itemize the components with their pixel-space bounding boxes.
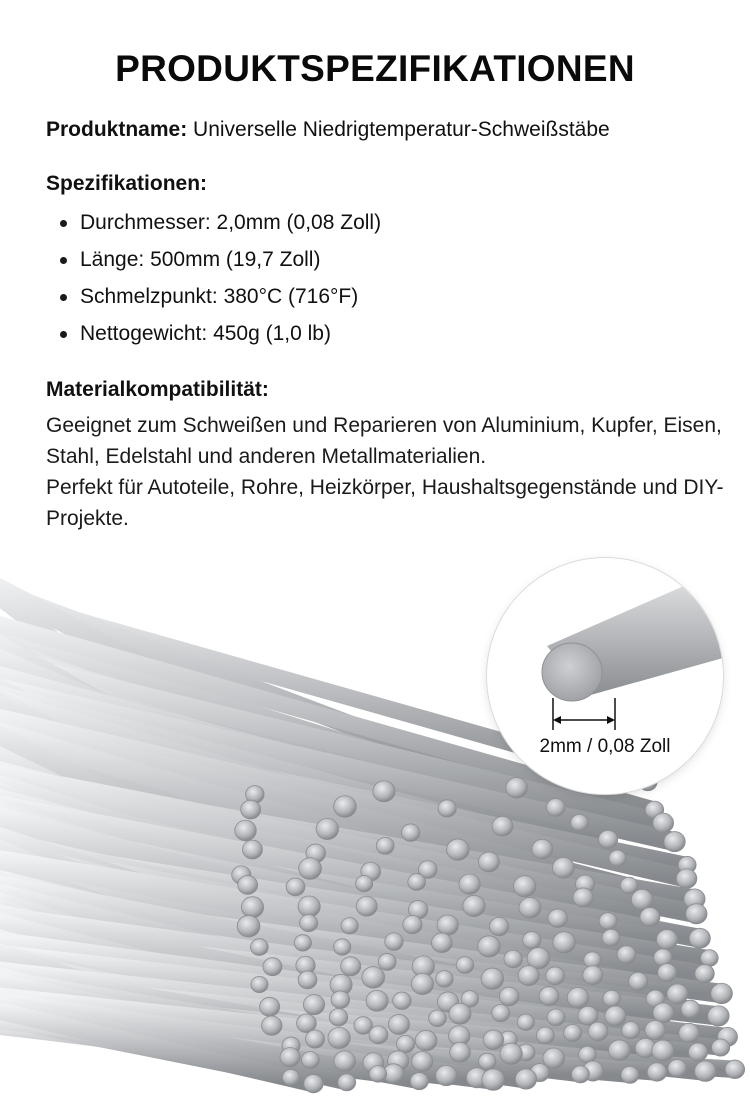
rod-end [664, 832, 685, 852]
rod-end [478, 852, 499, 872]
rod-end [298, 896, 320, 917]
rod-end [621, 1066, 639, 1083]
rod-end [238, 876, 258, 895]
rod-end [708, 1006, 729, 1026]
rod-end [547, 1009, 565, 1026]
rod-end [436, 1065, 457, 1085]
rod-end [299, 858, 322, 880]
rod-end [536, 1027, 554, 1044]
rod-end [388, 1014, 409, 1034]
rod-end [653, 1003, 674, 1023]
rod-end [579, 1046, 597, 1063]
rod-end [331, 991, 350, 1009]
rod-end [459, 874, 480, 894]
rod-end [415, 1030, 437, 1051]
rod-end [483, 1030, 503, 1049]
rod-end [298, 971, 317, 989]
rod-end [686, 904, 707, 924]
rod-end [378, 953, 396, 970]
rod-end [385, 933, 403, 950]
rod-end [500, 1043, 522, 1064]
rod-end [599, 913, 617, 930]
diameter-inset [487, 558, 723, 794]
rod-end [334, 1051, 356, 1071]
rod-end [553, 932, 576, 953]
rod-end [688, 1043, 707, 1061]
rod-end [546, 799, 565, 817]
rod-closeup-icon [487, 558, 723, 794]
material-heading: Materialkompatibilität: [46, 378, 269, 401]
rod-end [334, 796, 357, 817]
rod-end [622, 1022, 640, 1039]
rod-end [280, 1048, 300, 1067]
rod-end [668, 1059, 687, 1077]
rod-end [609, 850, 626, 866]
rod-end [695, 1061, 717, 1081]
rod-end [447, 839, 470, 860]
rod-end [410, 1073, 428, 1090]
spec-net-weight: Nettogewicht: 450g (1,0 lb) [46, 315, 381, 352]
rod-end [408, 874, 426, 891]
rod-end [652, 1040, 674, 1061]
rod-end [235, 820, 257, 840]
rod-end [334, 939, 351, 955]
rod-end [437, 915, 458, 935]
rod-end [571, 814, 589, 831]
rod-end [602, 929, 620, 946]
rod-end [489, 917, 508, 935]
rod-end [482, 1069, 505, 1090]
rod-end [513, 876, 535, 897]
rod-end [438, 800, 456, 817]
rod-end [304, 1074, 323, 1092]
specs-heading: Spezifikationen: [46, 172, 208, 195]
rod-end [301, 1052, 319, 1069]
product-name-value: Universelle Niedrigtemperatur-Schweißstäbe [187, 118, 610, 141]
rod-end [393, 992, 411, 1009]
rod-end [588, 1022, 608, 1041]
rod-end [518, 966, 539, 986]
rod-end [499, 987, 519, 1006]
rod-end [567, 987, 589, 1007]
rod-end [519, 897, 541, 918]
spec-melting-point: Schmelzpunkt: 380°C (716°F) [46, 278, 381, 315]
rod-end [504, 950, 522, 968]
rod-end [478, 936, 500, 957]
rod-end [571, 1066, 589, 1083]
rod-end [237, 915, 260, 937]
material-text [46, 410, 736, 534]
rod-end [629, 972, 648, 990]
rod-end [667, 984, 688, 1004]
rod-end [546, 967, 565, 985]
material-paragraph-1: Geeignet zum Schweißen und Reparieren von Aluminium, Kupfer, Eisen, Stahl, Edelstahl und anderen Metallmaterialien. [46, 414, 722, 468]
rod-end [479, 1053, 496, 1070]
product-name-label: Produktname: [46, 118, 188, 141]
rod-end [411, 973, 433, 994]
rod-end [481, 968, 504, 989]
rod-end [305, 1030, 324, 1048]
rod-end [492, 1004, 510, 1021]
rod-end [241, 800, 261, 819]
rod-end [701, 950, 719, 967]
rod-end [539, 987, 559, 1006]
rod-end [711, 983, 733, 1003]
rod-end [656, 930, 677, 950]
rod-end [294, 935, 311, 951]
rod-end [653, 813, 674, 833]
rod-end [608, 1040, 630, 1061]
rod-end [251, 939, 269, 956]
rod-end [303, 995, 324, 1015]
rod-end [369, 1066, 386, 1083]
rod-end [241, 897, 263, 918]
rod-end [328, 1027, 350, 1048]
rod-end [725, 1060, 745, 1078]
rod-end [436, 971, 453, 988]
rod-end [564, 1024, 582, 1041]
rod-end [251, 976, 268, 992]
rod-end [603, 990, 621, 1007]
rod-end [679, 1023, 700, 1042]
rod-end [658, 964, 677, 982]
rod-end [362, 967, 385, 989]
rod-end [645, 1020, 665, 1039]
diameter-label: 2mm / 0,08 Zoll [539, 736, 671, 757]
page-title: PRODUKTSPEZIFIKATIONEN [115, 48, 635, 89]
rod-end [676, 869, 697, 888]
rod-end [243, 840, 263, 859]
rod-end [681, 1000, 700, 1018]
rod-end [431, 933, 452, 953]
rod-end [573, 888, 593, 907]
rod-end [552, 857, 574, 878]
material-paragraph-2: Perfekt für Autoteile, Rohre, Heizkörper, Haushaltsgegenstände und DIY-Projekte. [46, 476, 724, 530]
rod-end [506, 778, 528, 798]
rod-end [338, 1074, 356, 1091]
rod-end [366, 990, 388, 1011]
rod-end [316, 818, 338, 839]
spec-diameter: Durchmesser: 2,0mm (0,08 Zoll) [46, 204, 381, 241]
rod-end [548, 909, 567, 927]
rod-end [712, 1039, 730, 1056]
rod-end [401, 824, 419, 841]
rod-end [356, 896, 377, 916]
rod-end [369, 1026, 388, 1044]
rod-end [647, 1063, 666, 1081]
rod-end [463, 895, 485, 916]
spec-length: Länge: 500mm (19,7 Zoll) [46, 241, 381, 278]
rod-end [523, 932, 541, 949]
rod-end [492, 816, 513, 836]
rod-end [262, 1016, 282, 1035]
rod-end [640, 908, 660, 927]
rod-end [450, 1042, 471, 1062]
rod-end [449, 1003, 471, 1024]
rod-end [599, 830, 618, 848]
specs-list [46, 204, 381, 352]
rod-end [260, 997, 280, 1016]
rod-end [689, 928, 710, 948]
rod-end [286, 878, 305, 896]
rod-end [429, 1010, 447, 1027]
rod-end [532, 839, 553, 859]
rod-end [605, 1006, 626, 1026]
rod-end [341, 918, 358, 934]
rod-end [300, 914, 318, 931]
rod-end [695, 964, 714, 982]
rod-end [517, 1014, 534, 1030]
rod-end [412, 1052, 433, 1072]
rod-end [341, 957, 361, 976]
rod-end [617, 946, 636, 964]
rod-end [631, 889, 653, 909]
rod-end [373, 781, 395, 802]
rod-end [356, 875, 373, 891]
rod-end [376, 837, 394, 854]
rod-end [263, 958, 282, 976]
rod-end [403, 915, 422, 933]
rod-end [583, 966, 603, 985]
product-name-row [46, 118, 610, 142]
rod-end [515, 1069, 536, 1089]
rod-end [456, 957, 474, 974]
rod-end [329, 1008, 347, 1025]
rod-end [396, 1035, 414, 1052]
rod-end [282, 1069, 299, 1085]
